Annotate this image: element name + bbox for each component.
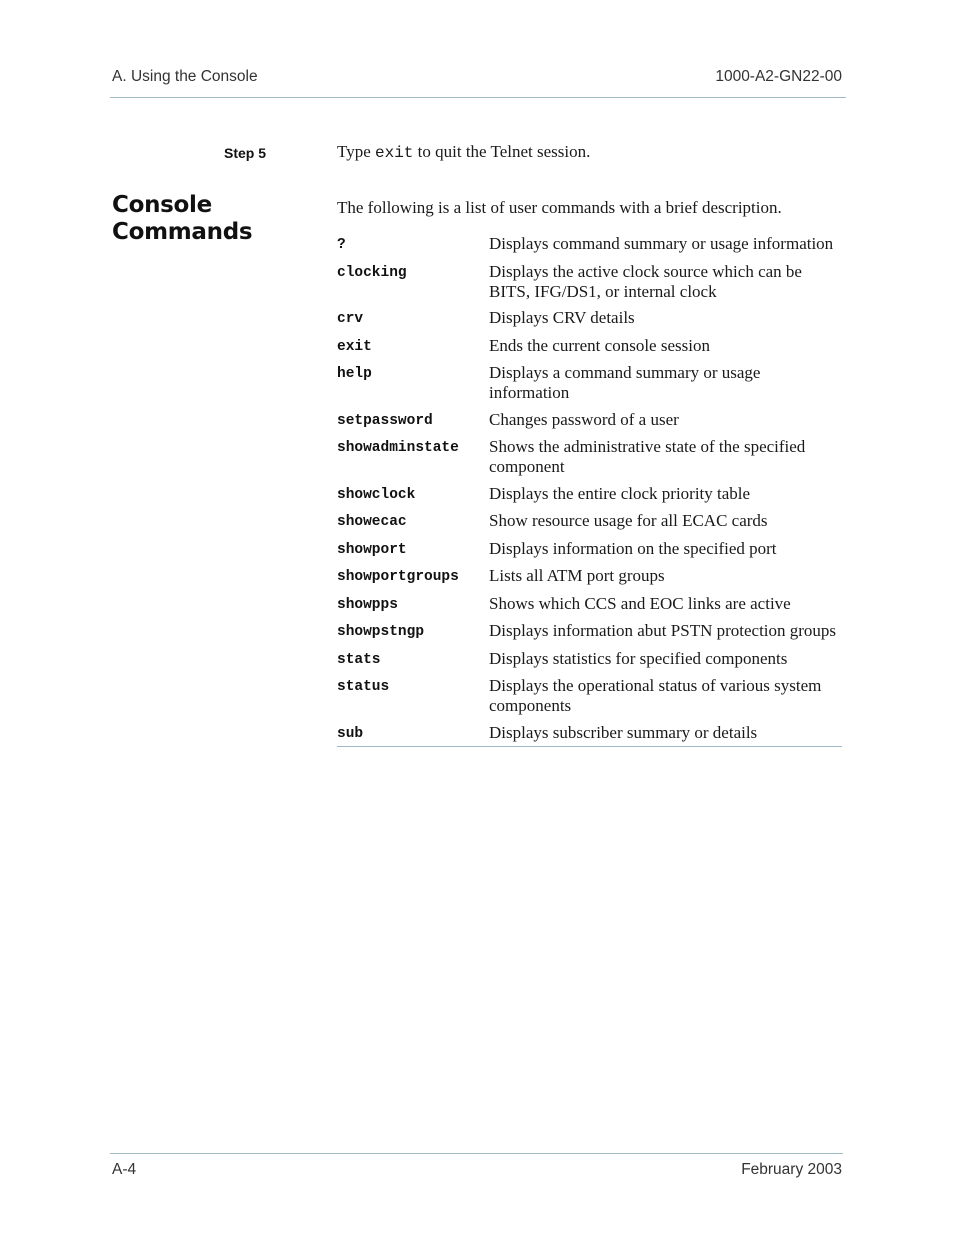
- command-row: [337, 262, 842, 302]
- command-name: exit: [337, 338, 372, 355]
- command-name: help: [337, 366, 372, 382]
- command-name: showpstngp: [337, 624, 425, 640]
- section-title: [112, 192, 252, 246]
- command-row: [337, 484, 842, 505]
- command-row: [337, 676, 842, 716]
- command-description: Lists all ATM port groups: [489, 566, 665, 585]
- command-row: [337, 566, 842, 587]
- command-description: Shows the administrative state of the specified component: [489, 437, 806, 476]
- command-name: stats: [337, 651, 381, 668]
- page-number: A-4: [112, 1161, 137, 1178]
- command-row: [337, 308, 842, 329]
- running-header-left: A. Using the Console: [112, 68, 258, 85]
- header-rule: [110, 97, 846, 98]
- command-row: [337, 539, 842, 560]
- command-description: Displays the operational status of various system components: [489, 676, 822, 715]
- command-description: Displays statistics for specified components: [489, 648, 788, 668]
- command-row: [337, 363, 842, 403]
- command-name: showportgroups: [337, 569, 459, 585]
- command-description: Shows which CCS and EOC links are active: [489, 593, 791, 613]
- command-row: [337, 594, 842, 615]
- step-text-before: Type: [337, 142, 375, 161]
- command-name: setpassword: [337, 412, 433, 429]
- command-row: [337, 234, 842, 255]
- command-row: [337, 511, 842, 532]
- section-title-line1: Console: [112, 192, 212, 218]
- command-description: Displays CRV details: [489, 308, 635, 327]
- command-name: showecac: [337, 514, 407, 530]
- command-row: [337, 410, 842, 431]
- step-label: Step 5: [224, 145, 267, 161]
- publication-date: February 2003: [741, 1161, 842, 1178]
- step-code: exit: [375, 144, 414, 162]
- command-description: Ends the current console session: [489, 335, 710, 355]
- command-description: Displays information on the specified port: [489, 538, 777, 558]
- command-name: clocking: [337, 264, 407, 281]
- running-header-right: 1000-A2-GN22-00: [715, 68, 842, 85]
- command-name: sub: [337, 725, 364, 742]
- command-description: Displays a command summary or usage information: [489, 363, 761, 402]
- command-description: Show resource usage for all ECAC cards: [489, 511, 768, 530]
- footer-rule: [110, 1153, 843, 1154]
- command-row: [337, 649, 842, 670]
- command-row: [337, 336, 842, 357]
- step-text-after: to quit the Telnet session.: [413, 142, 591, 161]
- command-name: showport: [337, 541, 407, 558]
- command-description: Displays information abut PSTN protection groups: [489, 621, 837, 640]
- command-description: Changes password of a user: [489, 409, 679, 429]
- section-intro: The following is a list of user commands with a brief description.: [337, 198, 782, 217]
- command-description: Displays the entire clock priority table: [489, 483, 751, 503]
- step-text: [337, 142, 590, 162]
- command-row: [337, 437, 842, 477]
- command-table: [337, 234, 842, 747]
- command-name: showpps: [337, 596, 398, 613]
- section-title-line2: Commands: [112, 219, 253, 245]
- command-description: Displays the active clock source which can be BITS, IFG/DS1, or internal clock: [489, 261, 802, 301]
- command-description: Displays command summary or usage information: [489, 234, 834, 253]
- command-row: [337, 723, 842, 744]
- command-name: showclock: [337, 486, 416, 503]
- command-name: ?: [337, 237, 346, 253]
- command-name: crv: [337, 311, 364, 327]
- command-name: showadminstate: [337, 440, 459, 456]
- command-name: status: [337, 679, 390, 695]
- command-description: Displays subscriber summary or details: [489, 722, 758, 742]
- command-row: [337, 621, 842, 642]
